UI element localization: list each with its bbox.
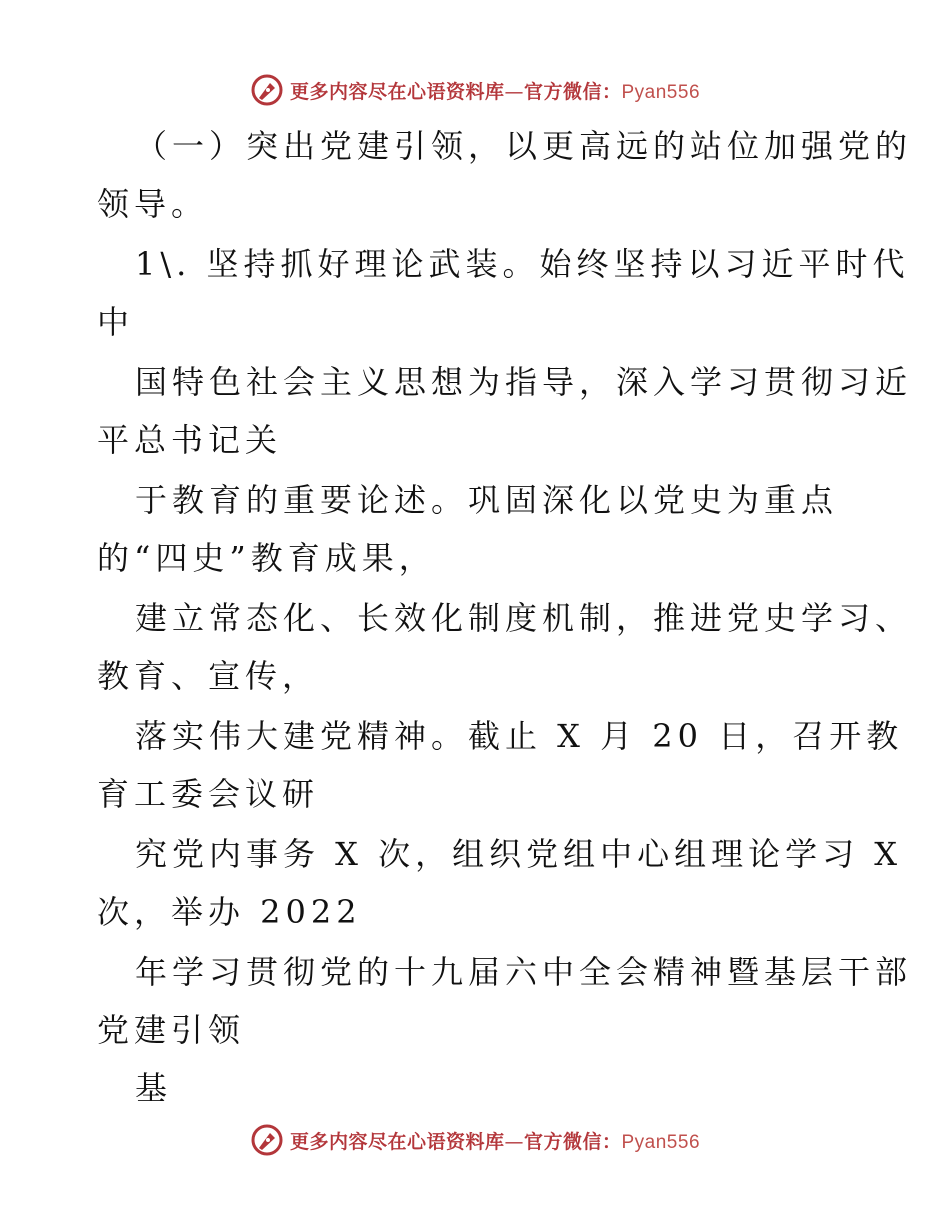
text-line: 落实伟大建党精神。截止 X 月 20 日，召开教 [135,717,904,755]
text-line: 党建引领 [97,1011,246,1049]
top-watermark-banner [0,70,950,110]
text-line: 究党内事务 X 次，组织党组中心组理论学习 X [135,835,903,873]
text-line: 次，举办 2022 [97,893,362,931]
bottom-watermark-banner [0,1120,950,1160]
text-line: （一）突出党建引领，以更高远的站位加强党的 [135,127,913,165]
watermark-official: 官方微信： [523,1130,622,1153]
text-line: 平总书记关 [97,421,283,459]
watermark-separator: — [504,80,524,103]
watermark-main: 更多内容尽在心语资料库 [289,1130,505,1153]
watermark-separator: — [504,1130,524,1153]
watermark-text [290,1127,700,1154]
text-line: 教育、宣传， [97,657,320,695]
watermark-text [290,77,700,104]
watermark-main: 更多内容尽在心语资料库 [289,80,505,103]
text-line: 于教育的重要论述。巩固深化以党史为重点 [135,481,839,519]
text-line: 1\. 坚持抓好理论武装。始终坚持以习近平时代 [135,245,910,283]
text-line: 建立常态化、长效化制度机制，推进党史学习、 [135,599,913,637]
text-line: 育工委会议研 [97,775,320,813]
text-line: 中 [97,303,135,341]
pen-nib-circle-icon [250,73,284,107]
text-line: 的“四史”教育成果， [97,539,436,577]
text-line: 基 [135,1069,173,1107]
text-line: 年学习贯彻党的十九届六中全会精神暨基层干部 [135,953,913,991]
watermark-wechat-id: Pyan556 [621,81,701,103]
watermark-wechat-id: Pyan556 [621,1131,701,1153]
text-line: 领导。 [97,185,209,223]
text-line: 国特色社会主义思想为指导，深入学习贯彻习近 [135,363,913,401]
pen-nib-circle-icon [250,1123,284,1157]
watermark-official: 官方微信： [523,80,622,103]
